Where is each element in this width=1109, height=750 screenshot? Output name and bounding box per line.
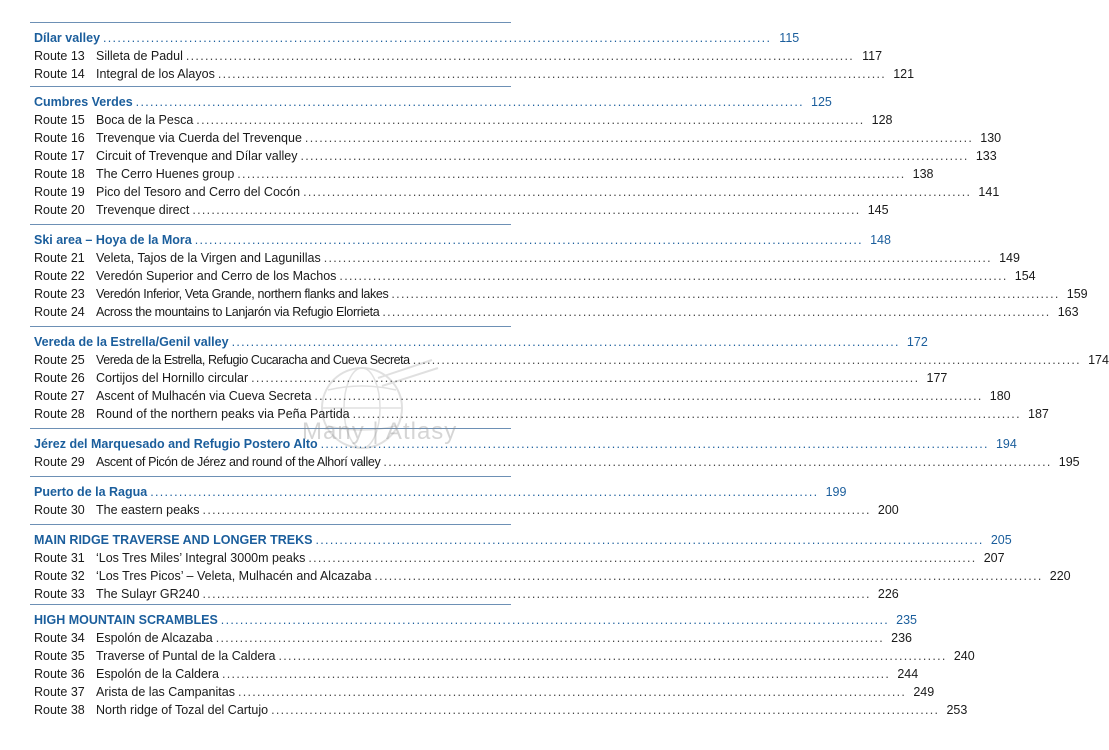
section-title: Vereda de la Estrella/Genil valley [34,335,229,349]
section-divider [30,224,511,225]
dot-leader: ............................................................................................................................................ [135,95,804,109]
section-title: Jérez del Marquesado and Refugio Postero Alto [34,437,318,451]
route-row[interactable] [34,549,1005,567]
page-number: 149 [999,251,1020,265]
route-row[interactable] [34,183,1000,201]
route-number: Route 28 [34,407,85,421]
route-row[interactable] [34,267,1036,285]
route-number: Route 24 [34,305,85,319]
dot-leader: ............................................................................................................................................ [150,485,819,499]
section-heading-row[interactable] [34,93,832,111]
dot-leader: ............................................................................................................................................ [391,287,1060,301]
watermark-text: Many | Atlasy [302,418,458,445]
page-number: 141 [978,185,1000,199]
page-number: 187 [1028,407,1049,421]
section-title: HIGH MOUNTAIN SCRAMBLES [34,613,218,627]
route-row[interactable] [34,201,889,219]
route-title: Arista de las Campanitas [96,685,235,699]
dot-leader: ............................................................................................................................................ [215,631,884,645]
page-number: 121 [893,67,915,81]
section-heading-row[interactable] [34,333,928,351]
route-title: Trevenque direct [96,203,190,217]
route-title: Across the mountains to Lanjarón via Refugio Elorrieta [96,305,380,319]
route-row[interactable] [34,111,893,129]
dot-leader: ............................................................................................................................................ [196,113,865,127]
route-row[interactable] [34,303,1079,321]
dot-leader: ............................................................................................................................................ [352,407,1021,421]
route-number: Route 16 [34,131,85,145]
route-title: The Sulayr GR240 [96,587,200,601]
route-number: Route 25 [34,353,85,367]
route-number: Route 19 [34,185,85,199]
route-number: Route 20 [34,203,85,217]
dot-leader: ............................................................................................................................................ [271,703,940,717]
section-divider [30,86,511,87]
route-row[interactable] [34,567,1071,585]
dot-leader: ............................................................................................................................................ [315,533,984,547]
section-heading-row[interactable] [34,611,918,629]
route-row[interactable] [34,665,919,683]
section-heading-row[interactable] [34,483,847,501]
dot-leader: ............................................................................................................................................ [323,251,992,265]
route-title: Veredón Inferior, Veta Grande, northern flanks and lakes [96,287,389,301]
route-title: Round of the northern peaks via Peña Partida [96,407,350,421]
page-number: 174 [1088,353,1109,367]
dot-leader: ............................................................................................................................................ [339,269,1008,283]
dot-leader: ............................................................................................................................................ [192,203,861,217]
route-title: Veleta, Tajos de la Virgen and Lagunillas [96,251,321,265]
route-number: Route 33 [34,587,85,601]
route-title: Trevenque via Cuerda del Trevenque [96,131,302,145]
route-number: Route 27 [34,389,85,403]
route-number: Route 38 [34,703,85,717]
page-number: 148 [870,233,891,247]
dot-leader: ............................................................................................................................................ [185,49,855,63]
route-number: Route 13 [34,49,85,63]
page-number: 125 [811,95,832,109]
section-title: Ski area – Hoya de la Mora [34,233,192,247]
route-row[interactable] [34,683,935,701]
page-number: 180 [989,389,1011,403]
route-number: Route 26 [34,371,85,385]
page-number: 226 [877,587,899,601]
route-number: Route 17 [34,149,85,163]
route-number: Route 37 [34,685,85,699]
page-number: 236 [891,631,912,645]
dot-leader: ............................................................................................................................................ [303,185,972,199]
page-number: 195 [1058,455,1080,469]
route-number: Route 15 [34,113,85,127]
route-number: Route 18 [34,167,85,181]
route-row[interactable] [34,351,1109,369]
page-number: 207 [983,551,1005,565]
route-title: ‘Los Tres Picos’ – Veleta, Mulhacén and Alcazaba [96,569,372,583]
page-number: 200 [877,503,899,517]
route-title: Ascent of Mulhacén via Cueva Secreta [96,389,312,403]
route-row[interactable] [34,453,1080,471]
page-number: 145 [867,203,889,217]
section-title: Puerto de la Ragua [34,485,148,499]
page-number: 115 [779,31,800,45]
route-row[interactable] [34,387,1011,405]
dot-leader: ............................................................................................................................................ [217,67,887,81]
route-number: Route 21 [34,251,85,265]
dot-leader: ............................................................................................................................................ [202,503,871,517]
route-title: Boca de la Pesca [96,113,194,127]
page-number: 194 [995,437,1017,451]
section-title: Cumbres Verdes [34,95,133,109]
section-title: Dílar valley [34,31,101,45]
dot-leader: ............................................................................................................................................ [374,569,1043,583]
route-row[interactable] [34,585,899,603]
dot-leader: ............................................................................................................................................ [278,649,947,663]
page-number: 159 [1066,287,1088,301]
route-number: Route 34 [34,631,85,645]
dot-leader: ............................................................................................................................................ [103,31,772,45]
page-number: 220 [1049,569,1071,583]
route-number: Route 23 [34,287,85,301]
section-heading-row[interactable] [34,531,1012,549]
route-title: Silleta de Padul [96,49,183,63]
route-number: Route 30 [34,503,85,517]
route-number: Route 29 [34,455,85,469]
page-number: 199 [825,485,847,499]
route-number: Route 35 [34,649,85,663]
route-title: The eastern peaks [96,503,200,517]
page-number: 133 [975,149,997,163]
page-number: 154 [1014,269,1036,283]
route-row[interactable] [34,629,912,647]
section-divider [30,524,511,525]
route-row[interactable] [34,129,1002,147]
page-number: 130 [980,131,1002,145]
dot-leader: ............................................................................................................................................ [231,335,900,349]
dot-leader: ............................................................................................................................................ [237,167,906,181]
route-row[interactable] [34,701,968,719]
dot-leader: ............................................................................................................................................ [202,587,871,601]
route-row[interactable] [34,249,1020,267]
route-number: Route 31 [34,551,85,565]
section-divider [30,604,511,605]
route-title: Ascent of Picón de Jérez and round of the Alhorí valley [96,455,381,469]
dot-leader: ............................................................................................................................................ [222,667,891,681]
route-title: Espolón de la Caldera [96,667,219,681]
section-heading-row[interactable] [34,231,891,249]
section-heading-row[interactable] [34,29,800,47]
dot-leader: ............................................................................................................................................ [308,551,977,565]
route-row[interactable] [34,47,883,65]
dot-leader: ............................................................................................................................................ [304,131,974,145]
route-row[interactable] [34,147,997,165]
section-divider [30,476,511,477]
dot-leader: ............................................................................................................................................ [220,613,890,627]
dot-leader: ............................................................................................................................................ [237,685,907,699]
section-divider [30,326,511,327]
route-number: Route 32 [34,569,85,583]
page-number: 177 [926,371,948,385]
page-number: 163 [1057,305,1079,319]
route-title: North ridge of Tozal del Cartujo [96,703,269,717]
dot-leader: ............................................................................................................................................ [382,305,1051,319]
page-number: 253 [946,703,968,717]
page-number: 244 [897,667,919,681]
route-title: Circuit of Trevenque and Dílar valley [96,149,298,163]
route-row[interactable] [34,165,934,183]
route-number: Route 36 [34,667,85,681]
page-number: 240 [953,649,975,663]
route-row[interactable] [34,501,899,519]
dot-leader: ............................................................................................................................................ [194,233,863,247]
route-title: Cortijos del Hornillo circular [96,371,249,385]
route-number: Route 22 [34,269,85,283]
dot-leader: ............................................................................................................................................ [412,353,1081,367]
page-number: 205 [990,533,1012,547]
section-title: MAIN RIDGE TRAVERSE AND LONGER TREKS [34,533,313,547]
route-title: The Cerro Huenes group [96,167,235,181]
dot-leader: ............................................................................................................................................ [300,149,969,163]
route-row[interactable] [34,65,915,83]
page-number: 117 [862,49,883,63]
page-number: 249 [913,685,935,699]
route-title: Pico del Tesoro and Cerro del Cocón [96,185,301,199]
dot-leader: ............................................................................................................................................ [314,389,983,403]
route-title: Espolón de Alcazaba [96,631,213,645]
route-title: Traverse of Puntal de la Caldera [96,649,276,663]
route-title: Integral de los Alayos [96,67,215,81]
route-title: Vereda de la Estrella, Refugio Cucaracha and Cueva Secreta [96,353,410,367]
page-number: 128 [871,113,893,127]
dot-leader: ............................................................................................................................................ [251,371,920,385]
page-number: 138 [912,167,934,181]
route-row[interactable] [34,369,948,387]
route-number: Route 14 [34,67,85,81]
page-number: 172 [906,335,928,349]
page-number: 235 [896,613,918,627]
route-row[interactable] [34,647,975,665]
route-title: Veredón Superior and Cerro de los Machos [96,269,337,283]
section-divider [30,22,511,23]
route-title: ‘Los Tres Miles’ Integral 3000m peaks [96,551,306,565]
dot-leader: ............................................................................................................................................ [320,437,989,451]
route-row[interactable] [34,285,1088,303]
dot-leader: ............................................................................................................................................ [383,455,1052,469]
